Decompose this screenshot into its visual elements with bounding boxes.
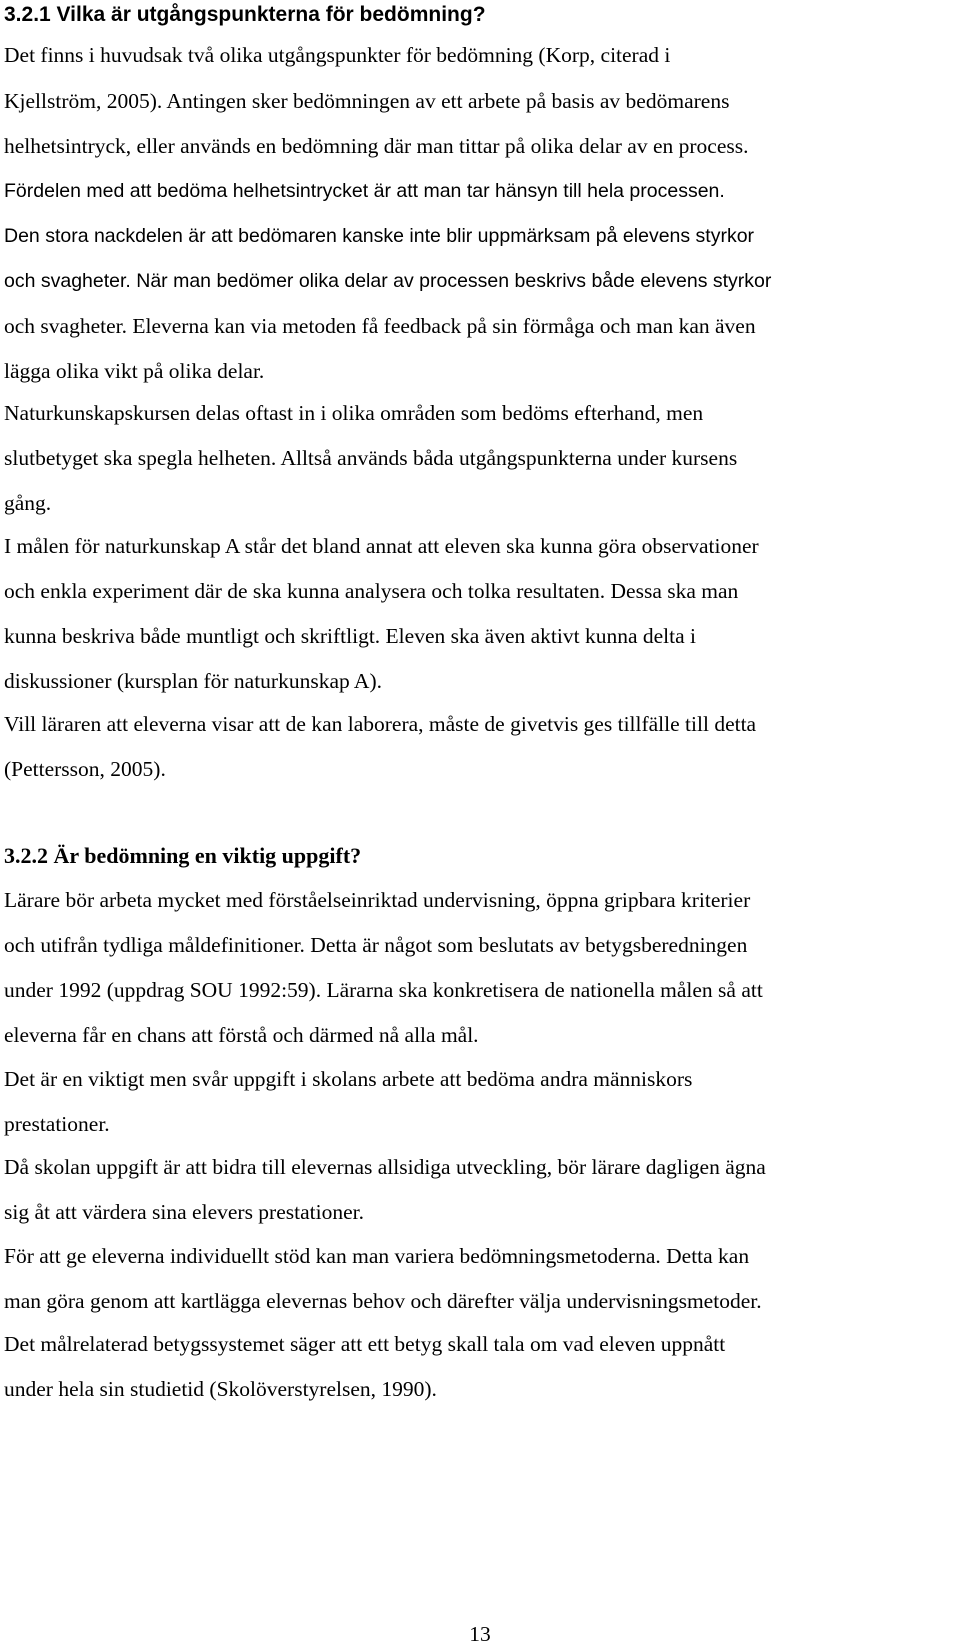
paragraph-line: under 1992 (uppdrag SOU 1992:59). Lärarna ska konkretisera de nationella målen så att <box>4 978 763 1002</box>
paragraph-line: lägga olika vikt på olika delar. <box>4 359 265 383</box>
paragraph-line: under hela sin studietid (Skolöverstyrelsen, 1990). <box>4 1377 437 1401</box>
paragraph-line: (Pettersson, 2005). <box>4 757 166 781</box>
page-number: 13 <box>469 1622 491 1646</box>
paragraph-line: gång. <box>4 491 52 515</box>
paragraph-line: Kjellström, 2005). Antingen sker bedömningen av ett arbete på basis av bedömarens <box>4 89 730 113</box>
paragraph-line: Det finns i huvudsak två olika utgångspunkter för bedömning (Korp, citerad i <box>4 43 671 67</box>
paragraph-line: I målen för naturkunskap A står det bland annat att eleven ska kunna göra observationer <box>4 534 759 558</box>
paragraph-line: och enkla experiment där de ska kunna analysera och tolka resultaten. Dessa ska man <box>4 579 739 603</box>
paragraph-line: För att ge eleverna individuellt stöd kan man variera bedömningsmetoderna. Detta kan <box>4 1244 750 1268</box>
paragraph-line: diskussioner (kursplan för naturkunskap A). <box>4 669 382 693</box>
paragraph-line: prestationer. <box>4 1112 110 1136</box>
paragraph-line: och svagheter. Eleverna kan via metoden få feedback på sin förmåga och man kan även <box>4 314 756 338</box>
paragraph-line: Den stora nackdelen är att bedömaren kanske inte blir uppmärksam på elevens styrkor <box>4 225 755 247</box>
paragraph-line: Lärare bör arbeta mycket med förståelseinriktad undervisning, öppna gripbara kriterier <box>4 888 751 912</box>
paragraph-line: Fördelen med att bedöma helhetsintrycket är att man tar hänsyn till hela processen. <box>4 180 725 202</box>
paragraph-line: sig åt att värdera sina elevers prestationer. <box>4 1200 364 1224</box>
paragraph-line: eleverna får en chans att förstå och därmed nå alla mål. <box>4 1023 479 1047</box>
paragraph-line: Det målrelaterad betygssystemet säger att ett betyg skall tala om vad eleven uppnått <box>4 1332 726 1356</box>
section-heading-3-2-2: 3.2.2 Är bedömning en viktig uppgift? <box>4 843 362 868</box>
paragraph-line: kunna beskriva både muntligt och skriftligt. Eleven ska även aktivt kunna delta i <box>4 624 696 648</box>
paragraph-line: Vill läraren att eleverna visar att de kan laborera, måste de givetvis ges tillfälle till detta <box>4 712 757 736</box>
section-heading-3-2-1: 3.2.1 Vilka är utgångspunkterna för bedömning? <box>4 3 486 26</box>
paragraph-line: och utifrån tydliga måldefinitioner. Detta är något som beslutats av betygsberedningen <box>4 933 748 957</box>
paragraph-line: slutbetyget ska spegla helheten. Alltså används båda utgångspunkterna under kursens <box>4 446 738 470</box>
paragraph-line: Naturkunskapskursen delas oftast in i olika områden som bedöms efterhand, men <box>4 401 704 425</box>
paragraph-line: helhetsintryck, eller används en bedömning där man tittar på olika delar av en process. <box>4 134 749 158</box>
paragraph-line: Då skolan uppgift är att bidra till elevernas allsidiga utveckling, bör lärare dagligen ägna <box>4 1155 766 1179</box>
paragraph-line: man göra genom att kartlägga elevernas behov och därefter välja undervisningsmetoder. <box>4 1289 762 1313</box>
paragraph-line: och svagheter. När man bedömer olika delar av processen beskrivs både elevens styrkor <box>4 270 772 292</box>
paragraph-line: Det är en viktigt men svår uppgift i skolans arbete att bedöma andra människors <box>4 1067 693 1091</box>
